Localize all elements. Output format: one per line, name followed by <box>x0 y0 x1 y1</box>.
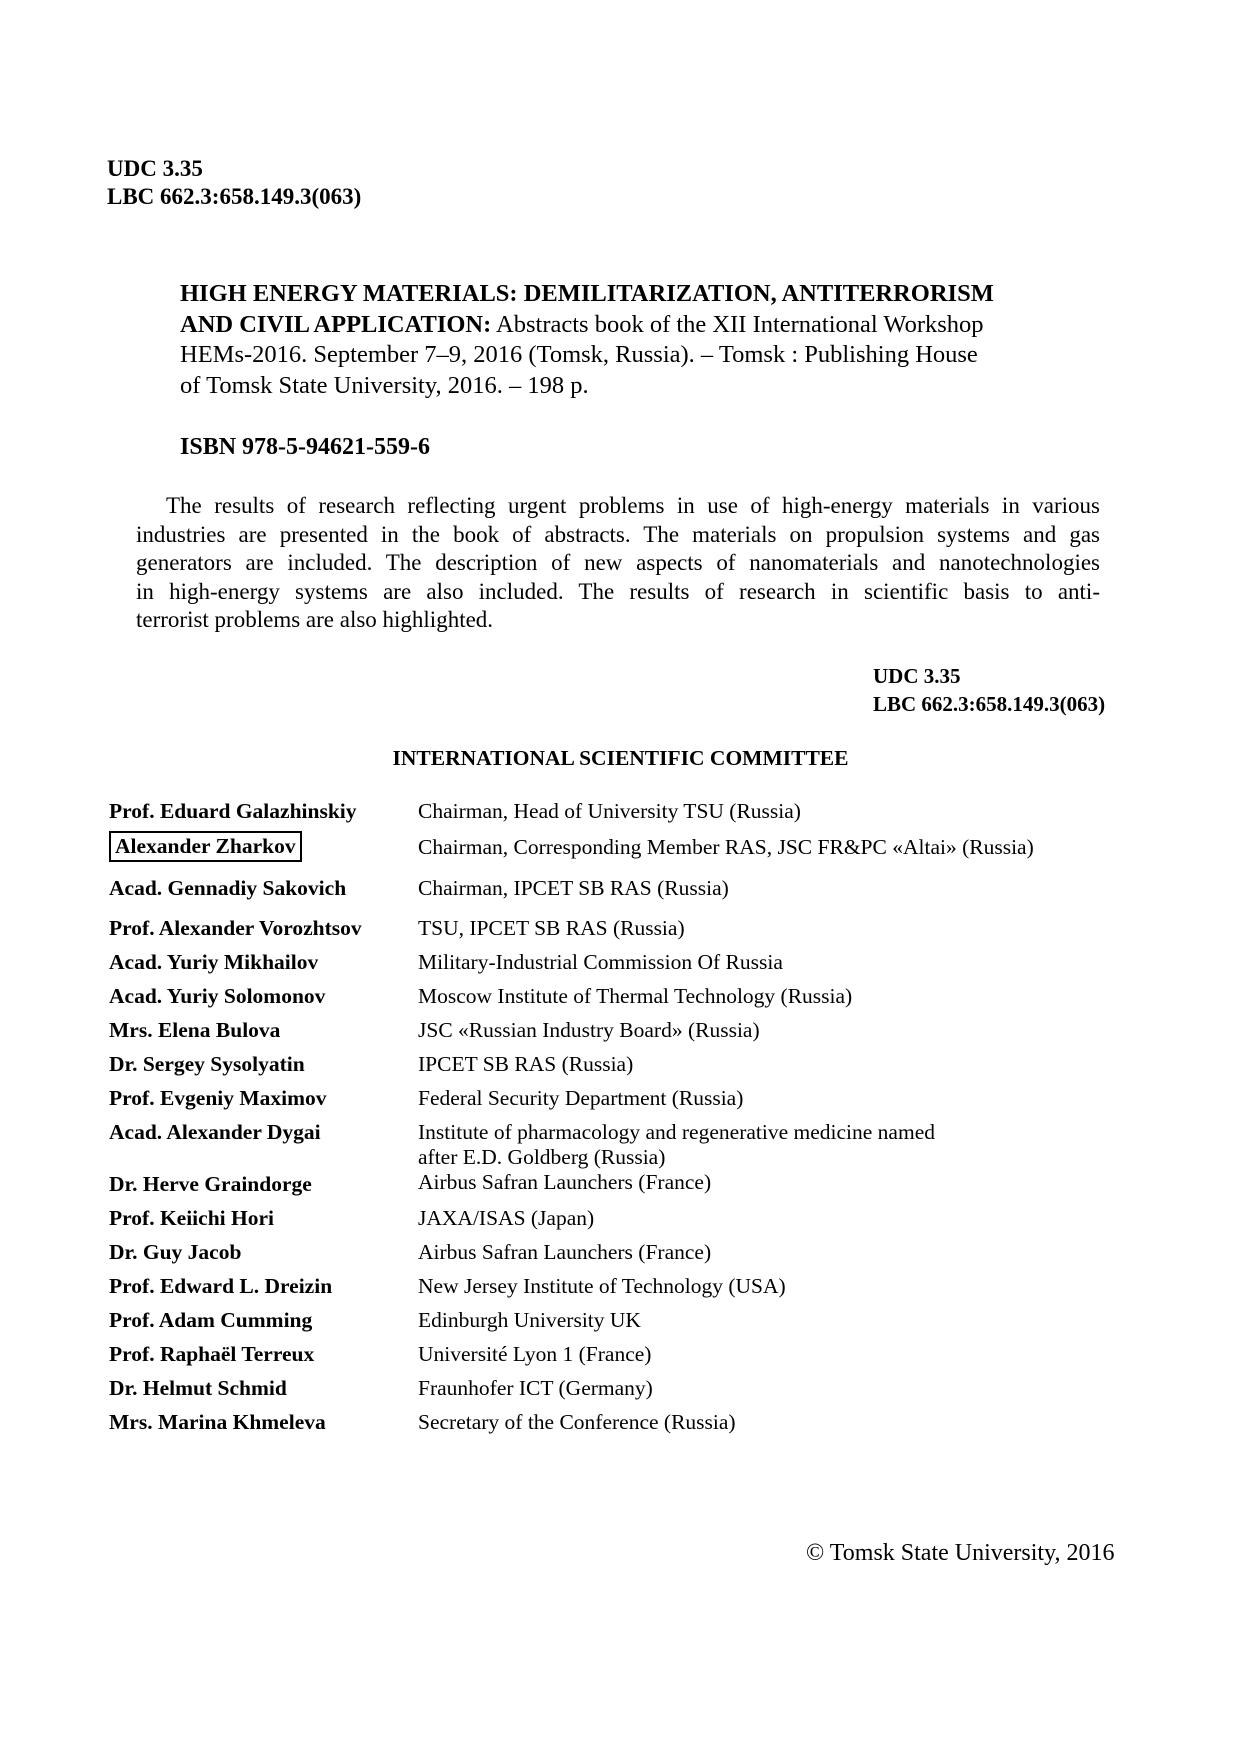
member-name: Mrs. Elena Bulova <box>109 1018 281 1042</box>
member-role: Chairman, Head of University TSU (Russia) <box>418 799 801 823</box>
title-normal: Abstracts book of the XII International Workshop <box>491 310 984 338</box>
abstract-paragraph <box>136 492 1100 635</box>
member-role: Edinburgh University UK <box>418 1308 641 1332</box>
member-role: Military-Industrial Commission Of Russia <box>418 950 783 974</box>
title-line <box>180 279 1110 310</box>
member-name: Prof. Keiichi Hori <box>109 1206 274 1230</box>
title-bold: HIGH ENERGY MATERIALS: DEMILITARIZATION, ANTITERRORISM <box>180 280 994 307</box>
member-name: Prof. Eduard Galazhinskiy <box>109 799 357 823</box>
member-role: Airbus Safran Launchers (France) <box>418 1170 712 1194</box>
member-name: Prof. Evgeniy Maximov <box>109 1086 327 1110</box>
member-role: IPCET SB RAS (Russia) <box>418 1052 634 1076</box>
member-role: Chairman, IPCET SB RAS (Russia) <box>418 876 729 900</box>
member-name: Dr. Guy Jacob <box>109 1240 242 1264</box>
title-line <box>180 340 1110 371</box>
member-name: Dr. Herve Graindorge <box>109 1172 312 1196</box>
member-role: Chairman, Corresponding Member RAS, JSC FR&PC «Altai» (Russia) <box>418 835 1034 859</box>
member-role: Université Lyon 1 (France) <box>418 1342 652 1366</box>
member-role: Secretary of the Conference (Russia) <box>418 1410 736 1434</box>
member-role: Federal Security Department (Russia) <box>418 1086 744 1110</box>
member-name: Acad. Yuriy Solomonov <box>109 984 326 1008</box>
member-name: Dr. Sergey Sysolyatin <box>109 1052 305 1076</box>
member-name: Prof. Alexander Vorozhtsov <box>109 916 362 940</box>
member-name: Acad. Gennadiy Sakovich <box>109 876 347 900</box>
title-line <box>180 310 1110 341</box>
lbc-code: LBC 662.3:658.149.3(063) <box>107 184 362 209</box>
member-name: Acad. Yuriy Mikhailov <box>109 950 319 974</box>
lbc-code: LBC 662.3:658.149.3(063) <box>873 692 1106 716</box>
member-role: Fraunhofer ICT (Germany) <box>418 1376 653 1400</box>
abstract-line: in high-energy systems are also included. The results of research in scientific basis to anti- <box>136 578 1100 604</box>
member-name: Prof. Raphaël Terreux <box>109 1342 315 1366</box>
member-role: Institute of pharmacology and regenerative medicine named after E.D. Goldberg (Russia) <box>418 1120 935 1169</box>
member-name: Dr. Helmut Schmid <box>109 1376 287 1400</box>
member-role: Moscow Institute of Thermal Technology (Russia) <box>418 984 853 1008</box>
abstract-line: The results of research reflecting urgent problems in use of high-energy materials in various <box>166 493 1100 518</box>
isbn: ISBN 978-5-94621-559-6 <box>180 434 430 460</box>
member-role: JSC «Russian Industry Board» (Russia) <box>418 1018 760 1042</box>
bibliographic-title <box>180 279 1110 401</box>
abstract-line: generators are included. The description of new aspects of nanomaterials and nanotechnologies <box>136 550 1100 575</box>
member-role: Airbus Safran Launchers (France) <box>418 1240 712 1264</box>
member-role: JAXA/ISAS (Japan) <box>418 1206 595 1230</box>
udc-code: UDC 3.35 <box>107 156 203 181</box>
udc-block-right <box>873 662 1105 718</box>
copyright-notice: © Tomsk State University, 2016 <box>806 1540 1115 1566</box>
member-name: Mrs. Marina Khmeleva <box>109 1410 326 1434</box>
udc-block-top <box>107 155 361 211</box>
member-name: Prof. Adam Cumming <box>109 1308 313 1332</box>
title-bold: AND CIVIL APPLICATION: <box>180 310 492 338</box>
member-name: Acad. Alexander Dygai <box>109 1120 321 1144</box>
title-normal: HEMs-2016. September 7–9, 2016 (Tomsk, Russia). – Tomsk : Publishing House <box>180 341 978 368</box>
udc-code: UDC 3.35 <box>873 664 961 688</box>
title-line <box>180 371 1110 402</box>
member-role: TSU, IPCET SB RAS (Russia) <box>418 916 685 940</box>
member-name: Prof. Edward L. Dreizin <box>109 1274 333 1298</box>
abstract-line: industries are presented in the book of abstracts. The materials on propulsion systems and gas <box>136 521 1100 547</box>
member-role: New Jersey Institute of Technology (USA) <box>418 1274 786 1298</box>
abstract-line: terrorist problems are also highlighted. <box>136 607 494 632</box>
title-normal: of Tomsk State University, 2016. – 198 p. <box>180 371 589 399</box>
member-name: Alexander Zharkov <box>109 831 302 862</box>
committee-heading: INTERNATIONAL SCIENTIFIC COMMITTEE <box>392 746 849 770</box>
